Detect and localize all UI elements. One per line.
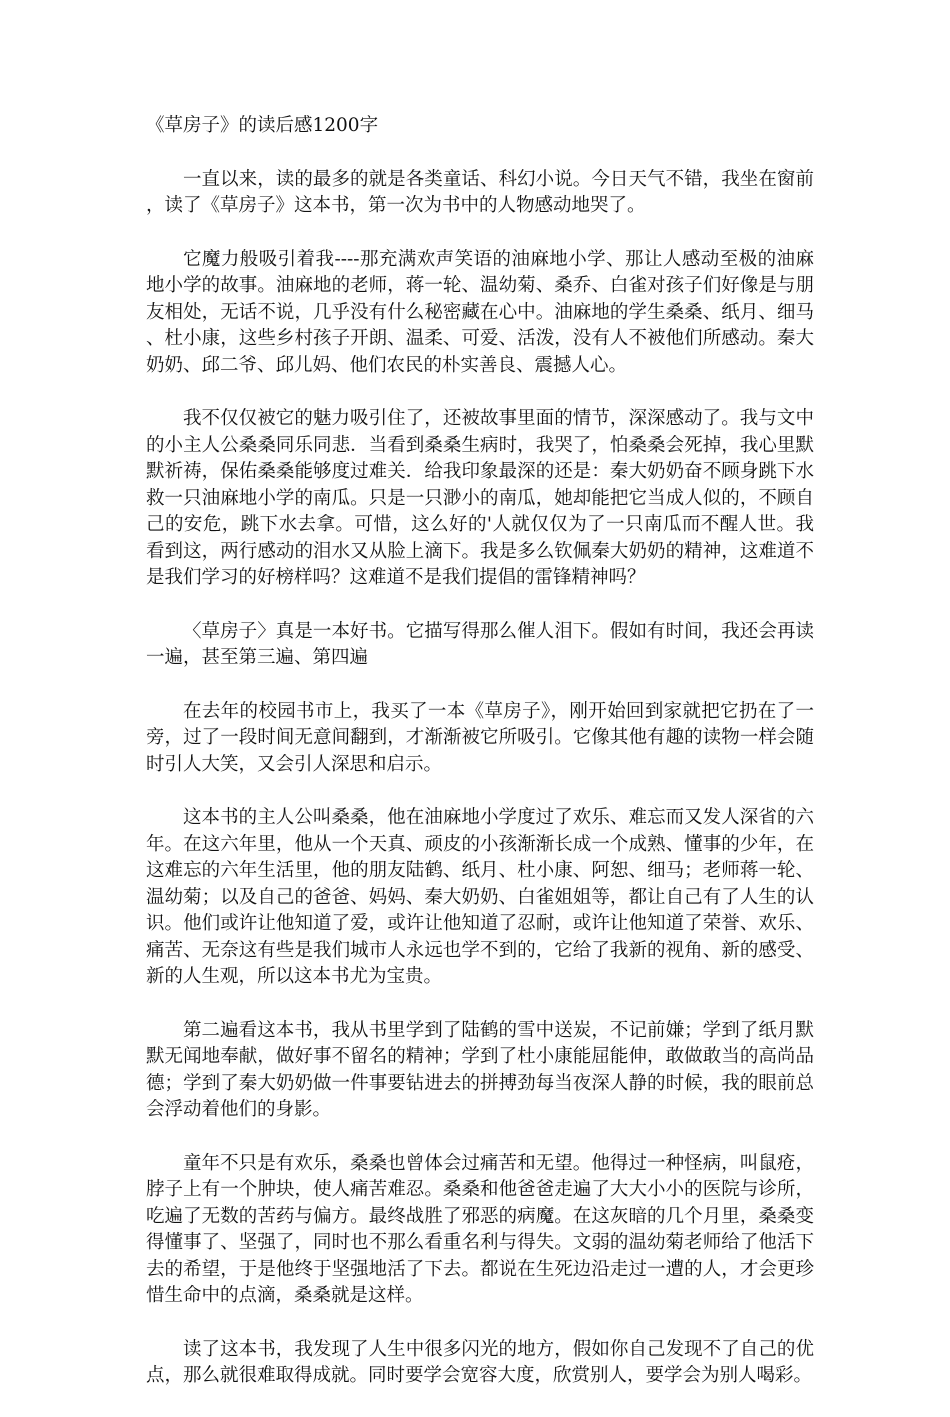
paragraph-3: 我不仅仅被它的魅力吸引住了，还被故事里面的情节，深深感动了。我与文中的小主人公桑桑同乐同悲．当看到桑桑生病时，我哭了，怕桑桑会死掉，我心里默默祈祷，保佑桑桑能够度过难关．给我印象最深的还是：秦大奶奶奋不顾身跳下水救一只油麻地小学的南瓜。只是一只渺小的南瓜，她却能把它当成人似的，不顾自己的安危，跳下水去拿。可惜，这么好的'人就仅仅为了一只南瓜而不醒人世。我看到这，两行感动的泪水又从脸上滴下。我是多么钦佩秦大奶奶的精神，这难道不是我们学习的好榜样吗？这难道不是我们提倡的雷锋精神吗？ — [146, 408, 814, 588]
paragraph-9: 读了这本书，我发现了人生中很多闪光的地方，假如你自己发现不了自己的优点，那么就很难取得成就。同时要学会宽容大度，欣赏别人，要学会为别人喝彩。 — [146, 1338, 814, 1386]
document-title: 《草房子》的读后感1200字 — [146, 115, 379, 136]
paragraph-4: 〈草房子〉真是一本好书。它描写得那么催人泪下。假如有时间，我还会再读一遍，甚至第三遍、第四遍 — [146, 620, 814, 668]
paragraph-1: 一直以来，读的最多的就是各类童话、科幻小说。今日天气不错，我坐在窗前，读了《草房子》这本书，第一次为书中的人物感动地哭了。 — [146, 168, 814, 216]
paragraph-2: 它魔力般吸引着我----那充满欢声笑语的油麻地小学、那让人感动至极的油麻地小学的故事。油麻地的老师，蒋一轮、温幼菊、桑乔、白雀对孩子们好像是与朋友相处，无话不说，几乎没有什么秘密藏在心中。油麻地的学生桑桑、纸月、细马、杜小康，这些乡村孩子开朗、温柔、可爱、活泼，没有人不被他们所感动。秦大奶奶、邱二爷、邱儿妈、他们农民的朴实善良、震撼人心。 — [146, 248, 814, 376]
paragraph-7: 第二遍看这本书，我从书里学到了陆鹤的雪中送炭，不记前嫌；学到了纸月默默无闻地奉献，做好事不留名的精神；学到了杜小康能屈能伸，敢做敢当的高尚品德；学到了秦大奶奶做一件事要钻进去的拼搏劲每当夜深人静的时候，我的眼前总会浮动着他们的身影。 — [146, 1019, 814, 1120]
paragraph-6: 这本书的主人公叫桑桑，他在油麻地小学度过了欢乐、难忘而又发人深省的六年。在这六年里，他从一个天真、顽皮的小孩渐渐长成一个成熟、懂事的少年，在这难忘的六年生活里，他的朋友陆鹤、纸月、杜小康、阿恕、细马；老师蒋一轮、温幼菊；以及自己的爸爸、妈妈、秦大奶奶、白雀姐姐等，都让自己有了人生的认识。他们或许让他知道了爱，或许让他知道了忍耐，或许让他知道了荣誉、欢乐、痛苦、无奈这有些是我们城市人永远也学不到的，它给了我新的视角、新的感受、新的人生观，所以这本书尤为宝贵。 — [146, 807, 814, 987]
document-body — [146, 113, 814, 1417]
paragraph-5: 在去年的校园书市上，我买了一本《草房子》，刚开始回到家就把它扔在了一旁，过了一段时间无意间翻到，才渐渐被它所吸引。它像其他有趣的读物一样会随时引人大笑，又会引人深思和启示。 — [146, 700, 814, 775]
paragraph-8: 童年不只是有欢乐，桑桑也曾体会过痛苦和无望。他得过一种怪病，叫鼠疮，脖子上有一个肿块，使人痛苦难忍。桑桑和他爸爸走遍了大大小小的医院与诊所，吃遍了无数的苦药与偏方。最终战胜了邪恶的病魔。在这灰暗的几个月里，桑桑变得懂事了、坚强了，同时也不那么看重名利与得失。文弱的温幼菊老师给了他活下去的希望，于是他终于坚强地活了下去。都说在生死边沿走过一遭的人，才会更珍惜生命中的点滴，桑桑就是这样。 — [146, 1152, 814, 1306]
